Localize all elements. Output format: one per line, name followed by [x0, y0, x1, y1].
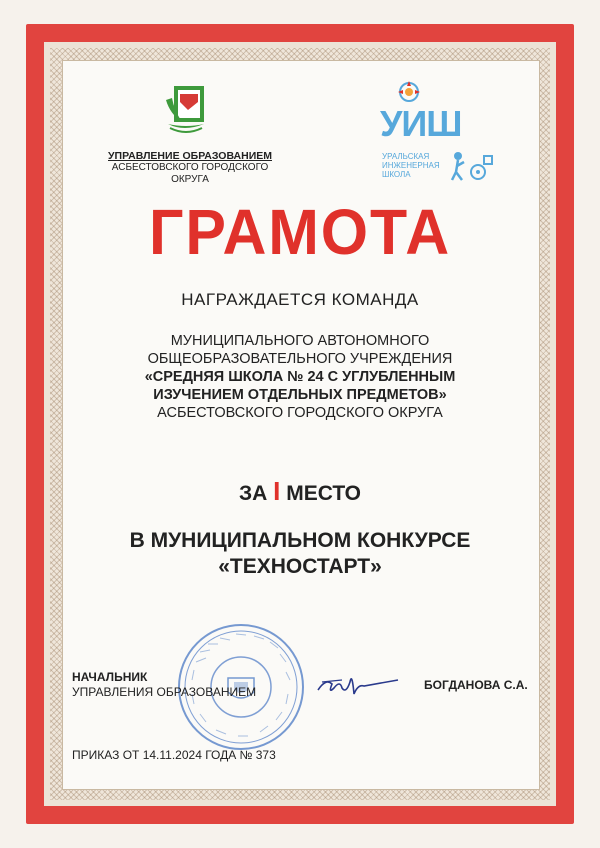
chief-position — [72, 670, 256, 700]
order-reference: ПРИКАЗ ОТ 14.11.2024 ГОДА № 373 — [72, 748, 276, 762]
contest-name — [0, 528, 600, 580]
uish-logo-text: УИШ — [380, 103, 462, 144]
organization-name — [100, 150, 280, 186]
organization-name-line1: УПРАВЛЕНИЕ ОБРАЗОВАНИЕМ — [108, 150, 272, 162]
signer-name: БОГДАНОВА С.А. — [424, 678, 528, 692]
place-prefix: ЗА — [238, 482, 268, 505]
institution-line5: АСБЕСТОВСКОГО ГОРОДСКОГО ОКРУГА — [157, 405, 443, 421]
certificate-title: ГРАМОТА — [148, 196, 452, 268]
robot-engineer-icon — [448, 150, 494, 182]
place-numeral: I — [273, 476, 281, 506]
institution-line1: МУНИЦИПАЛЬНОГО АВТОНОМНОГО — [170, 333, 430, 349]
organization-name-line2: АСБЕСТОВСКОГО ГОРОДСКОГО ОКРУГА — [111, 162, 269, 185]
place-suffix: МЕСТО — [286, 482, 362, 505]
uish-star-icon — [396, 80, 422, 104]
place-award — [0, 478, 600, 507]
institution-line4: ИЗУЧЕНИЕМ ОТДЕЛЬНЫХ ПРЕДМЕТОВ» — [153, 387, 447, 403]
uish-subtitle: УРАЛЬСКАЯ ИНЖЕНЕРНАЯ ШКОЛА — [382, 152, 440, 179]
institution-name — [70, 332, 530, 422]
chief-position-line2: УПРАВЛЕНИЯ ОБРАЗОВАНИЕМ — [72, 685, 257, 699]
chief-position-line1: НАЧАЛЬНИК — [72, 670, 148, 684]
contest-line2: «ТЕХНОСТАРТ» — [218, 555, 382, 578]
handwritten-signature — [312, 664, 402, 704]
institution-line3: «СРЕДНЯЯ ШКОЛА № 24 С УГЛУБЛЕННЫМ — [144, 369, 456, 385]
contest-line1: В МУНИЦИПАЛЬНОМ КОНКУРСЕ — [129, 529, 471, 552]
awarded-to-text: НАГРАЖДАЕТСЯ КОМАНДА — [181, 290, 419, 309]
institution-line2: ОБЩЕОБРАЗОВАТЕЛЬНОГО УЧРЕЖДЕНИЯ — [147, 351, 453, 367]
education-department-logo-icon — [160, 80, 212, 140]
